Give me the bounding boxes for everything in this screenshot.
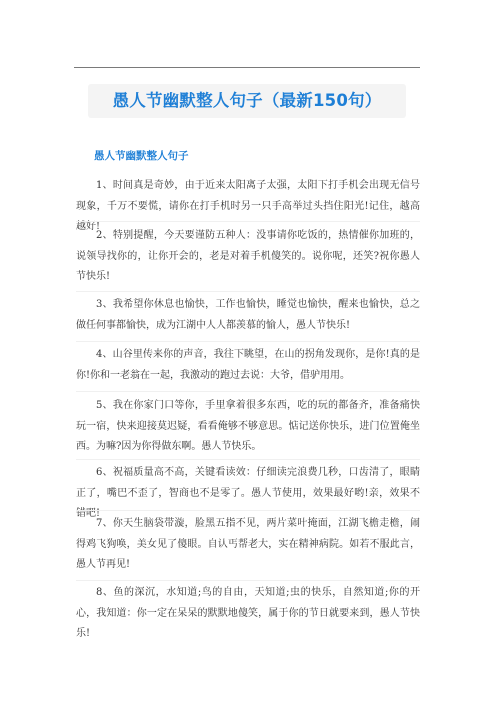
paragraph-4: 4、山谷里传来你的声音，我往下眺望，在山的拐角发现你，是你!真的是你!你和一老翁在一起，我激动的跑过去说：大爷，借驴用用。 xyxy=(76,349,420,381)
page-title: 愚人节幽默整人句子（最新150句） xyxy=(112,91,382,110)
paragraph-2: 2、特别提醒，今天要谨防五种人：没事请你吃饭的，热情催你加班的，说领导找你的，让你开会的，老是对着手机傻笑的。说你呢，还笑?祝你愚人节快乐! xyxy=(76,230,420,282)
paragraph-7: 7、你天生脑袋带漩，脸黑五指不见，两片菜叶掩面，江湖飞檐走檐，闹得鸡飞狗唤，美女见了傻眼。自认丐帮老大，实在精神病院。如若不服此言，愚人节再见! xyxy=(76,518,420,570)
section-heading: 愚人节幽默整人句子 xyxy=(94,150,189,162)
paragraph-divider xyxy=(76,221,420,222)
paragraph-divider xyxy=(76,459,420,460)
paragraph-divider xyxy=(76,391,420,392)
paragraph-5: 5、我在你家门口等你，手里拿着很多东西，吃的玩的都备齐，准备痛快玩一宿，快来迎接莫迟疑，看看俺够不够意思。惦记送你快乐，进门位置俺坐西。为嘛?因为你得做东啊。愚人节快乐。 xyxy=(76,400,420,452)
paragraph-divider xyxy=(76,341,420,342)
top-divider xyxy=(74,67,420,68)
paragraph-6: 6、祝福质量高不高，关键看读效：仔细读完浪费几秒，口齿清了，眼睛正了，嘴巴不歪了，智商也不是零了。愚人节使用，效果最好哟!亲，效果不错吧! xyxy=(76,467,420,519)
paragraph-8: 8、鱼的深沉，水知道;鸟的自由，天知道;虫的快乐，自然知道;你的开心，我知道：你一定在呆呆的默默地傻笑，属于你的节日就要来到，愚人节快乐! xyxy=(76,587,420,639)
paragraph-3: 3、我希望你休息也愉快，工作也愉快，睡觉也愉快，醒来也愉快，总之做任何事都愉快，成为江湖中人人都羡慕的愉人，愚人节快乐! xyxy=(76,299,420,331)
paragraph-divider xyxy=(76,510,420,511)
title-banner xyxy=(88,84,406,118)
paragraph-divider xyxy=(76,291,420,292)
paragraph-divider xyxy=(76,580,420,581)
paragraph-1: 1、时间真是奇妙，由于近来太阳离子太强，太阳下打手机会出现无信号现象，千万不要慌，请你在打手机时另一只手高举过头挡住阳光!记住，越高越好! xyxy=(76,180,420,232)
